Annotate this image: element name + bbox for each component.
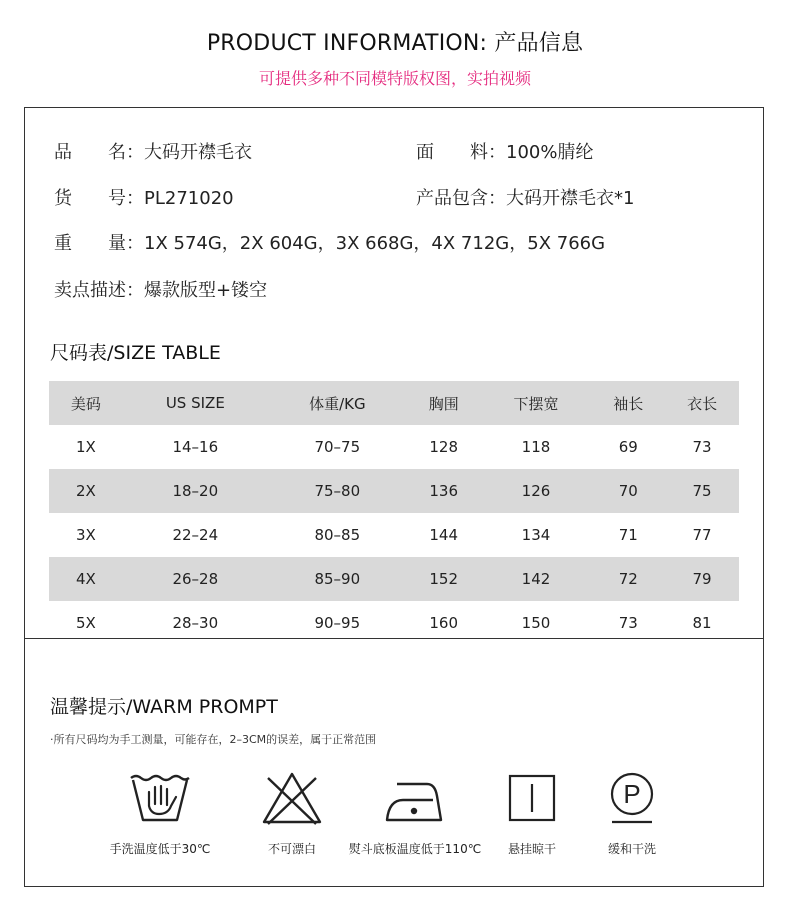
care-item-hand-wash	[85, 770, 235, 857]
care-label: 熨斗底板温度低于110℃	[348, 842, 482, 856]
info-selling-value: 爆款版型+镂空	[144, 280, 268, 301]
info-weight-key: 重 量：	[54, 233, 144, 254]
table-row	[49, 557, 739, 601]
table-cell: 142	[521, 570, 551, 588]
info-selling-key: 卖点描述：	[54, 280, 144, 301]
info-fabric-key: 面 料：	[416, 142, 506, 163]
table-cell: 136	[429, 482, 459, 500]
table-cell: 90–95	[314, 614, 361, 632]
info-selling	[54, 276, 267, 302]
header-cell: 美码	[70, 394, 101, 413]
hand-wash-icon	[85, 770, 235, 826]
care-label: 手洗温度低于30℃	[109, 842, 211, 856]
table-cell: 26–28	[172, 570, 219, 588]
care-label: 悬挂晾干	[507, 842, 556, 856]
table-cell: 75	[692, 482, 712, 500]
info-contents	[416, 184, 634, 210]
header-cell: 胸围	[428, 394, 459, 413]
gentle-dry-clean-icon	[557, 770, 707, 826]
header-cell: US SIZE	[165, 394, 225, 412]
table-cell: 28–30	[172, 614, 219, 632]
size-table	[49, 381, 739, 645]
info-fabric-value: 100%腈纶	[506, 142, 594, 163]
size-table-title: 尺码表/SIZE TABLE	[50, 342, 221, 364]
table-cell: 134	[521, 526, 551, 544]
table-cell: 80–85	[314, 526, 361, 544]
table-cell: 1X	[75, 438, 96, 456]
table-cell: 128	[429, 438, 459, 456]
table-cell: 2X	[75, 482, 96, 500]
table-cell: 81	[692, 614, 712, 632]
table-cell: 126	[521, 482, 551, 500]
info-name-value: 大码开襟毛衣	[144, 142, 252, 163]
care-label: 缓和干洗	[607, 842, 656, 856]
info-sku-value: PL271020	[144, 188, 234, 209]
page-subtitle: 可提供多种不同模特版权图，实拍视频	[258, 69, 531, 88]
table-cell: 79	[692, 570, 712, 588]
table-cell: 72	[618, 570, 638, 588]
info-fabric	[416, 138, 593, 164]
table-cell: 118	[521, 438, 551, 456]
svg-text:P: P	[623, 779, 641, 809]
table-cell: 14–16	[172, 438, 219, 456]
table-cell: 160	[429, 614, 459, 632]
table-cell: 73	[692, 438, 712, 456]
table-cell: 144	[429, 526, 459, 544]
info-contents-key: 产品包含：	[416, 188, 506, 209]
size-table-header-row	[49, 381, 739, 425]
table-cell: 75–80	[314, 482, 361, 500]
info-weight	[54, 229, 605, 255]
table-row	[49, 601, 739, 645]
table-cell: 77	[692, 526, 712, 544]
info-name	[54, 138, 252, 164]
info-sku	[54, 184, 234, 210]
table-row	[49, 469, 739, 513]
info-sku-key: 货 号：	[54, 188, 144, 209]
table-cell: 71	[618, 526, 638, 544]
table-cell: 73	[618, 614, 638, 632]
header-cell: 衣长	[687, 394, 718, 413]
table-row	[49, 425, 739, 469]
table-cell: 22–24	[172, 526, 219, 544]
table-cell: 69	[618, 438, 638, 456]
table-cell: 70–75	[314, 438, 361, 456]
measurement-note: ·所有尺码均为手工测量，可能存在，2–3CM的误差，属于正常范围	[50, 733, 377, 746]
warm-prompt-title: 温馨提示/WARM PROMPT	[50, 696, 278, 718]
table-cell: 4X	[75, 570, 96, 588]
header-cell: 体重/KG	[309, 394, 366, 413]
table-cell: 3X	[75, 526, 96, 544]
care-item-gentle-dry-clean	[557, 770, 707, 857]
info-weight-value: 1X 574G，2X 604G，3X 668G，4X 712G，5X 766G	[144, 233, 606, 254]
info-name-key: 品 名：	[54, 142, 144, 163]
table-cell: 70	[618, 482, 638, 500]
info-contents-value: 大码开襟毛衣*1	[506, 188, 635, 209]
header-cell: 袖长	[613, 394, 644, 413]
care-label: 不可漂白	[267, 842, 316, 856]
page-title: PRODUCT INFORMATION: 产品信息	[206, 31, 584, 56]
table-cell: 152	[429, 570, 459, 588]
table-cell: 85–90	[314, 570, 361, 588]
table-cell: 150	[521, 614, 551, 632]
header-cell: 下摆宽	[513, 394, 559, 413]
table-row	[49, 513, 739, 557]
table-cell: 5X	[75, 614, 96, 632]
table-cell: 18–20	[172, 482, 219, 500]
